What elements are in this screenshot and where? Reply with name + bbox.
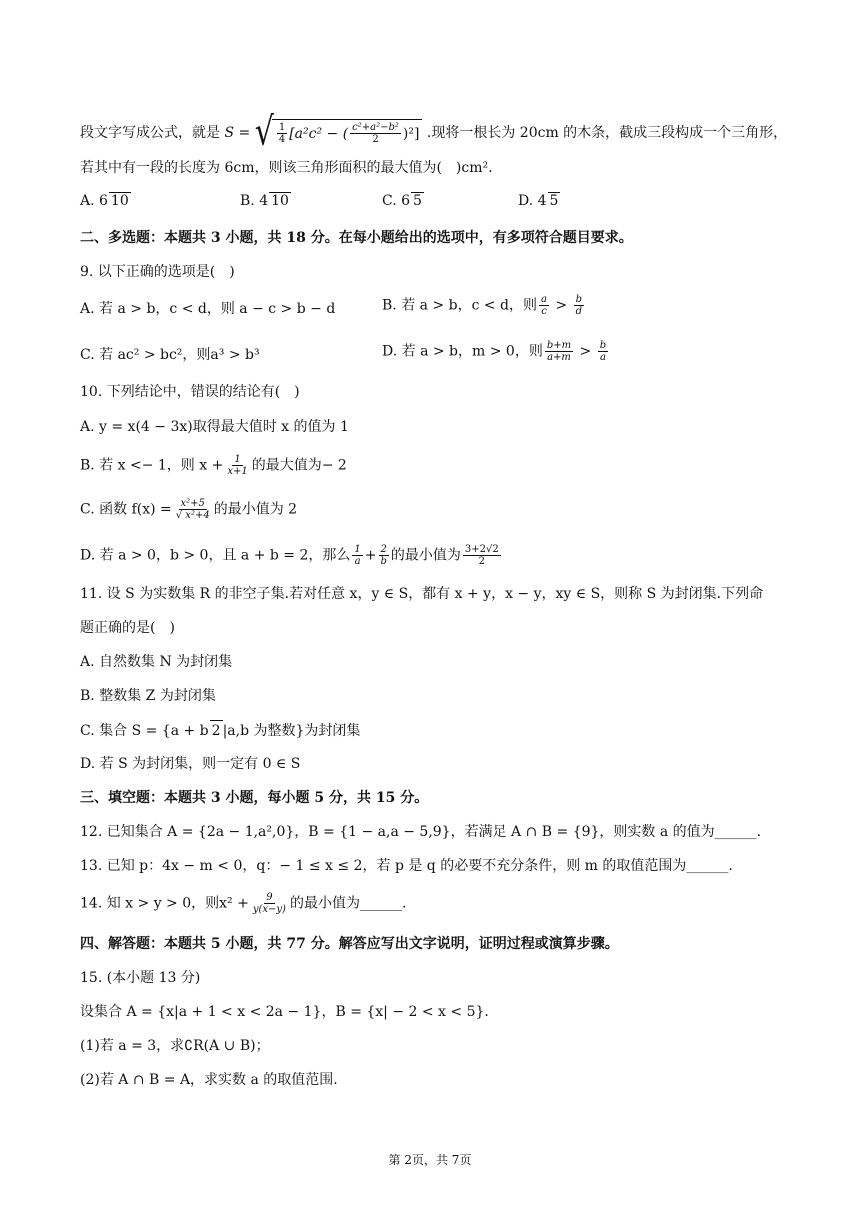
frac-den: d: [575, 306, 583, 317]
question-text: 的最小值为______.: [289, 895, 407, 912]
option-text: 的最小值为 2: [213, 501, 298, 518]
frac: [598, 340, 608, 363]
option-radicand: 2: [210, 720, 223, 741]
heron-term-a: [a²c² − (: [289, 125, 349, 142]
q12: 12. 已知集合 A = {2a − 1,a²,0}，B = {1 − a,a − 5,9}，若满足 A ∩ B = {9}，则实数 a 的值为______.: [80, 824, 762, 840]
question-text: 14. 知 x > y > 0，则x² +: [80, 895, 249, 912]
option-radicand: 5: [549, 193, 559, 209]
option-label: C. 6: [382, 193, 411, 209]
option-text: B. 若 a > b，c < d，则: [382, 297, 538, 314]
frac-den: 2: [372, 134, 379, 145]
q11-stem-1: 11. 设 S 为实数集 R 的非空子集.若对任意 x，y ∈ S，都有 x + y，x − y，xy ∈ S，则称 S 为封闭集.下列命: [80, 586, 764, 602]
option-text: C. 集合 S = {a + b: [80, 723, 209, 739]
intro-suffix: .现将一根长为 20cm 的木条，截成三段构成一个三角形，: [426, 125, 788, 141]
option-label: B. 4: [240, 193, 269, 209]
frac-den: √ x²+4: [175, 510, 210, 521]
frac-den: x+1: [227, 466, 248, 477]
q14: [80, 892, 790, 915]
frac-den: a+m: [547, 352, 571, 363]
frac: [574, 294, 584, 317]
frac-num: b: [599, 340, 607, 351]
frac: [352, 544, 362, 567]
option-text: D. 若 a > 0，b > 0，且 a + b = 2，那么: [80, 547, 351, 564]
page-footer: 第 2页，共 7页: [388, 1153, 472, 1167]
option-text: 的最小值为: [390, 547, 461, 564]
q9-option-b: [382, 294, 586, 317]
frac-num: b: [575, 294, 583, 305]
frac-den: y(x−y): [252, 904, 286, 915]
frac: [379, 544, 389, 567]
option-radicand: 10: [271, 193, 289, 209]
frac-den: 2: [478, 556, 486, 567]
q8-option-b: [240, 192, 291, 209]
intro-prefix: 段文字写成公式，就是: [80, 125, 225, 141]
option-text: B. 若 x <− 1，则 x +: [80, 457, 224, 474]
frac-num: 2: [380, 544, 387, 555]
q13: 13. 已知 p：4x − m < 0，q：− 1 ≤ x ≤ 2，若 p 是 q 的必要不充分条件，则 m 的取值范围为______.: [80, 858, 733, 874]
q15-part-2: (2)若 A ∩ B = A，求实数 a 的取值范围.: [80, 1072, 338, 1088]
q8-option-a: [80, 192, 131, 209]
q11-option-b: B. 整数集 Z 为封闭集: [80, 688, 216, 704]
op: >: [575, 343, 596, 360]
frac-inner: [350, 122, 401, 145]
option-label: D. 4: [518, 193, 547, 209]
frac-den: b: [380, 556, 387, 567]
option-radicand: 10: [110, 193, 129, 209]
frac-num: 3+2√2: [464, 544, 499, 555]
q15-title: 15. (本小题 13 分): [80, 970, 201, 986]
frac-den: c: [541, 306, 547, 317]
q11-stem-2: 题正确的是( ): [80, 620, 175, 636]
frac: [174, 498, 212, 521]
frac: [463, 544, 501, 567]
q15-part-1: (1)若 a = 3，求∁R(A ∪ B)；: [80, 1038, 270, 1054]
frac-num: 9: [266, 892, 273, 903]
option-text: |a,b 为整数}为封闭集: [222, 723, 361, 739]
frac-num: c²+a²−b²: [352, 122, 399, 133]
heron-radicand: [272, 119, 423, 147]
q8-option-c: [382, 192, 424, 209]
frac-den: a: [354, 556, 361, 567]
option-text: C. 函数 f(x) =: [80, 501, 172, 518]
frac-num: b+m: [546, 340, 572, 351]
option-text: D. 若 a > b，m > 0，则: [382, 343, 543, 360]
op: >: [550, 297, 572, 314]
section-4-heading: 四、解答题：本题共 5 小题，共 77 分。解答应写出文字说明，证明过程或演算步骤。: [80, 936, 619, 952]
q10-option-b: [80, 454, 790, 477]
frac-num: x²+5: [180, 498, 205, 509]
frac: [539, 294, 549, 317]
frac-num: 1: [278, 122, 286, 133]
q9-option-d: [382, 340, 610, 363]
frac-den: 4: [278, 134, 286, 145]
frac: [251, 892, 288, 915]
option-label: A. 6: [80, 193, 108, 209]
op: +: [364, 547, 377, 564]
frac-num: a: [541, 294, 547, 305]
q8-option-d: [518, 192, 560, 209]
q9-stem: 9. 以下正确的选项是( ): [80, 264, 235, 280]
intro-line-2: 若其中有一段的长度为 6cm，则该三角形面积的最大值为( )cm².: [80, 160, 493, 176]
q9-option-a: A. 若 a > b，c < d，则 a − c > b − d: [80, 301, 336, 317]
q10-stem: 10. 下列结论中，错误的结论有( ): [80, 384, 300, 400]
section-2-heading: 二、多选题：本题共 3 小题，共 18 分。在每小题给出的选项中，有多项符合题目要求。: [80, 230, 633, 246]
q11-option-c: [80, 720, 790, 741]
heron-sqrt: [254, 109, 423, 156]
radical-icon: √: [254, 109, 274, 156]
option-radicand: 5: [413, 193, 422, 209]
frac-den: a: [599, 352, 606, 363]
frac-num: 1: [234, 454, 241, 465]
option-text: 的最大值为− 2: [251, 457, 347, 474]
q10-option-a: A. y = x(4 − 3x)取得最大值时 x 的值为 1: [80, 419, 349, 435]
heron-s: S =: [224, 125, 251, 141]
frac-quarter: [277, 122, 287, 145]
frac: [545, 340, 573, 363]
q11-option-d: D. 若 S 为封闭集，则一定有 0 ∈ S: [80, 756, 301, 772]
frac: [225, 454, 249, 477]
intro-line-1: [80, 109, 790, 156]
q15-stem: 设集合 A = {x|a + 1 < x < 2a − 1}，B = {x| − 2 < x < 5}.: [80, 1004, 489, 1020]
q10-option-c: [80, 498, 790, 521]
section-3-heading: 三、填空题：本题共 3 小题，每小题 5 分，共 15 分。: [80, 790, 429, 806]
q10-option-d: [80, 544, 790, 567]
frac-num: 1: [354, 544, 361, 555]
q9-option-c: C. 若 ac² > bc²，则a³ > b³: [80, 347, 260, 363]
heron-term-b: )²]: [402, 125, 420, 142]
q11-option-a: A. 自然数集 N 为封闭集: [80, 654, 233, 670]
